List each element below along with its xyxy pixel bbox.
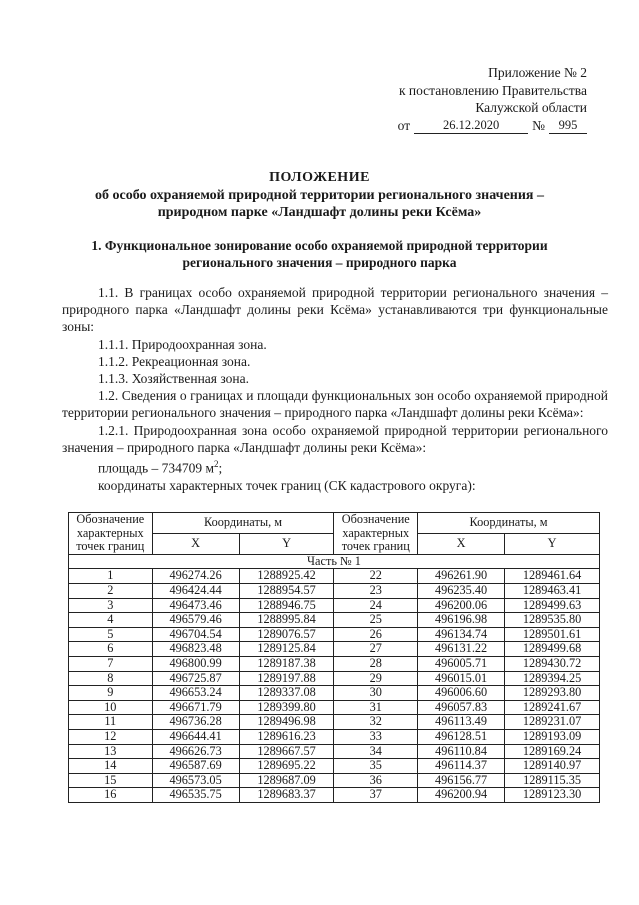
- table-cell: 15: [69, 773, 153, 788]
- table-cell: 25: [334, 613, 418, 628]
- table-cell: 1289535.80: [505, 613, 600, 628]
- table-cell: 496110.84: [418, 744, 505, 759]
- table-cell: 1289394.25: [505, 671, 600, 686]
- section-heading-line-2: регионального значения – природного парка: [182, 255, 457, 270]
- table-cell: 1289241.67: [505, 700, 600, 715]
- table-cell: 1288995.84: [239, 613, 334, 628]
- table-cell: 1289683.37: [239, 788, 334, 803]
- table-cell: 29: [334, 671, 418, 686]
- table-cell: 5: [69, 627, 153, 642]
- table-cell: 496535.75: [152, 788, 239, 803]
- table-cell: 35: [334, 759, 418, 774]
- header-x-right: X: [418, 533, 505, 554]
- table-cell: 36: [334, 773, 418, 788]
- table-cell: 1289430.72: [505, 656, 600, 671]
- table-row: [69, 642, 600, 657]
- document-subtitle-line-2: природном парке «Ландшафт долины реки Ксёма»: [157, 205, 482, 220]
- table-cell: 496005.71: [418, 656, 505, 671]
- paragraph-1-1-3: 1.1.3. Хозяйственная зона.: [98, 371, 249, 387]
- table-cell: 496131.22: [418, 642, 505, 657]
- table-cell: 1289501.61: [505, 627, 600, 642]
- table-row: [69, 569, 600, 584]
- table-cell: 1289187.38: [239, 656, 334, 671]
- table-row: [69, 729, 600, 744]
- area-text: площадь – 734709 м: [98, 460, 215, 476]
- table-cell: 9: [69, 686, 153, 701]
- table-cell: 33: [334, 729, 418, 744]
- table-cell: 37: [334, 788, 418, 803]
- table-cell: 496800.99: [152, 656, 239, 671]
- table-cell: 496424.44: [152, 583, 239, 598]
- table-cell: 1289399.80: [239, 700, 334, 715]
- table-cell: 32: [334, 715, 418, 730]
- table-row: [69, 686, 600, 701]
- resolution-date: 26.12.2020: [414, 118, 528, 134]
- table-cell: 24: [334, 598, 418, 613]
- paragraph-1-2: 1.2. Сведения о границах и площади функциональных зон особо охраняемой природной территории регионального значения – природного парка «Ландшафт долины реки Ксёма»:: [62, 388, 608, 421]
- body-text: [62, 284, 608, 494]
- table-cell: 1288946.75: [239, 598, 334, 613]
- table-cell: 14: [69, 759, 153, 774]
- table-cell: 496128.51: [418, 729, 505, 744]
- table-cell: 496644.41: [152, 729, 239, 744]
- table-row: [69, 744, 600, 759]
- table-cell: 496725.87: [152, 671, 239, 686]
- table-row: [69, 715, 600, 730]
- appendix-date-line: [398, 117, 587, 135]
- part-label: Часть № 1: [69, 554, 600, 569]
- table-cell: 28: [334, 656, 418, 671]
- area-suffix: ;: [218, 460, 223, 476]
- table-cell: 1289667.57: [239, 744, 334, 759]
- table-cell: 496134.74: [418, 627, 505, 642]
- table-cell: 496587.69: [152, 759, 239, 774]
- area-line: [62, 456, 608, 477]
- header-coords-left: Координаты, м: [152, 513, 334, 534]
- table-cell: 496473.46: [152, 598, 239, 613]
- table-cell: 496235.40: [418, 583, 505, 598]
- coordinates-table: [68, 512, 600, 803]
- table-cell: 1289125.84: [239, 642, 334, 657]
- table-cell: 496006.60: [418, 686, 505, 701]
- table-row: [69, 656, 600, 671]
- table-cell: 496579.46: [152, 613, 239, 628]
- table-cell: 496671.79: [152, 700, 239, 715]
- table-cell: 496573.05: [152, 773, 239, 788]
- section-heading-line-1: 1. Функциональное зонирование особо охраняемой природной территории: [91, 238, 548, 253]
- table-cell: 7: [69, 656, 153, 671]
- table-cell: 496114.37: [418, 759, 505, 774]
- table-cell: 496196.98: [418, 613, 505, 628]
- table-cell: 26: [334, 627, 418, 642]
- table-cell: 27: [334, 642, 418, 657]
- table-cell: 1289169.24: [505, 744, 600, 759]
- table-cell: 22: [334, 569, 418, 584]
- table-row: [69, 700, 600, 715]
- table-cell: 13: [69, 744, 153, 759]
- table-row: [69, 671, 600, 686]
- table-cell: 496200.94: [418, 788, 505, 803]
- from-label: от: [397, 117, 411, 133]
- table-cell: 1289197.88: [239, 671, 334, 686]
- table-row: [69, 583, 600, 598]
- table-cell: 1289231.07: [505, 715, 600, 730]
- table-row: [69, 759, 600, 774]
- table-cell: 496704.54: [152, 627, 239, 642]
- table-cell: 1289463.41: [505, 583, 600, 598]
- paragraph-1-2-1: 1.2.1. Природоохранная зона особо охраняемой природной территории регионального значения – природного парка «Ландшафт долины реки Ксёма»:: [62, 422, 608, 455]
- coords-intro: координаты характерных точек границ (СК кадастрового округа):: [98, 477, 476, 493]
- table-cell: 496736.28: [152, 715, 239, 730]
- table-cell: 1289115.35: [505, 773, 600, 788]
- table-cell: 1288954.57: [239, 583, 334, 598]
- table-cell: 31: [334, 700, 418, 715]
- table-cell: 1: [69, 569, 153, 584]
- table-cell: 496156.77: [418, 773, 505, 788]
- table-cell: 1288925.42: [239, 569, 334, 584]
- table-cell: 496274.26: [152, 569, 239, 584]
- table-cell: 1289293.80: [505, 686, 600, 701]
- table-cell: 496261.90: [418, 569, 505, 584]
- table-cell: 30: [334, 686, 418, 701]
- appendix-resolution: к постановлению Правительства: [398, 82, 587, 98]
- table-cell: 1289687.09: [239, 773, 334, 788]
- table-cell: 1289140.97: [505, 759, 600, 774]
- paragraph-1-1-2: 1.1.2. Рекреационная зона.: [98, 353, 251, 369]
- document-title: ПОЛОЖЕНИЕ: [269, 170, 370, 185]
- header-y-left: Y: [239, 533, 334, 554]
- table-cell: 496113.49: [418, 715, 505, 730]
- table-cell: 496200.06: [418, 598, 505, 613]
- table-cell: 6: [69, 642, 153, 657]
- table-cell: 1289499.68: [505, 642, 600, 657]
- resolution-number: 995: [549, 118, 587, 134]
- table-cell: 10: [69, 700, 153, 715]
- table-cell: 12: [69, 729, 153, 744]
- table-cell: 1289695.22: [239, 759, 334, 774]
- table-cell: 23: [334, 583, 418, 598]
- table-cell: 2: [69, 583, 153, 598]
- table-cell: 1289461.64: [505, 569, 600, 584]
- header-designation-right: Обозначение характерных точек границ: [334, 513, 418, 555]
- table-cell: 34: [334, 744, 418, 759]
- table-row: [69, 627, 600, 642]
- table-cell: 11: [69, 715, 153, 730]
- table-cell: 496653.24: [152, 686, 239, 701]
- table-cell: 1289076.57: [239, 627, 334, 642]
- table-cell: 1289193.09: [505, 729, 600, 744]
- table-cell: 496823.48: [152, 642, 239, 657]
- header-coords-right: Координаты, м: [418, 513, 600, 534]
- header-x-left: X: [152, 533, 239, 554]
- table-row: [69, 788, 600, 803]
- table-cell: 1289123.30: [505, 788, 600, 803]
- table-cell: 1289499.63: [505, 598, 600, 613]
- table-cell: 496057.83: [418, 700, 505, 715]
- appendix-header: [398, 64, 587, 134]
- table-cell: 4: [69, 613, 153, 628]
- table-cell: 1289616.23: [239, 729, 334, 744]
- table-cell: 8: [69, 671, 153, 686]
- table-row: [69, 598, 600, 613]
- table-cell: 496626.73: [152, 744, 239, 759]
- area-unit-sup: 2: [214, 459, 219, 470]
- table-cell: 1289337.08: [239, 686, 334, 701]
- header-designation-left: Обозначение характерных точек границ: [69, 513, 153, 555]
- table-row: [69, 773, 600, 788]
- table-cell: 3: [69, 598, 153, 613]
- appendix-number: Приложение № 2: [488, 65, 587, 80]
- appendix-region: Калужской области: [475, 100, 587, 115]
- header-y-right: Y: [505, 533, 600, 554]
- table-cell: 496015.01: [418, 671, 505, 686]
- number-label: №: [532, 117, 545, 133]
- table-row: [69, 613, 600, 628]
- paragraph-1-1: 1.1. В границах особо охраняемой природной территории регионального значения – природного парка «Ландшафт долины реки Ксёма» устанавливаются три функциональные зоны:: [62, 285, 608, 335]
- paragraph-1-1-1: 1.1.1. Природоохранная зона.: [98, 336, 267, 352]
- document-subtitle-line-1: об особо охраняемой природной территории регионального значения –: [95, 188, 544, 203]
- coordinates-table-body: [69, 554, 600, 802]
- table-cell: 1289496.98: [239, 715, 334, 730]
- table-cell: 16: [69, 788, 153, 803]
